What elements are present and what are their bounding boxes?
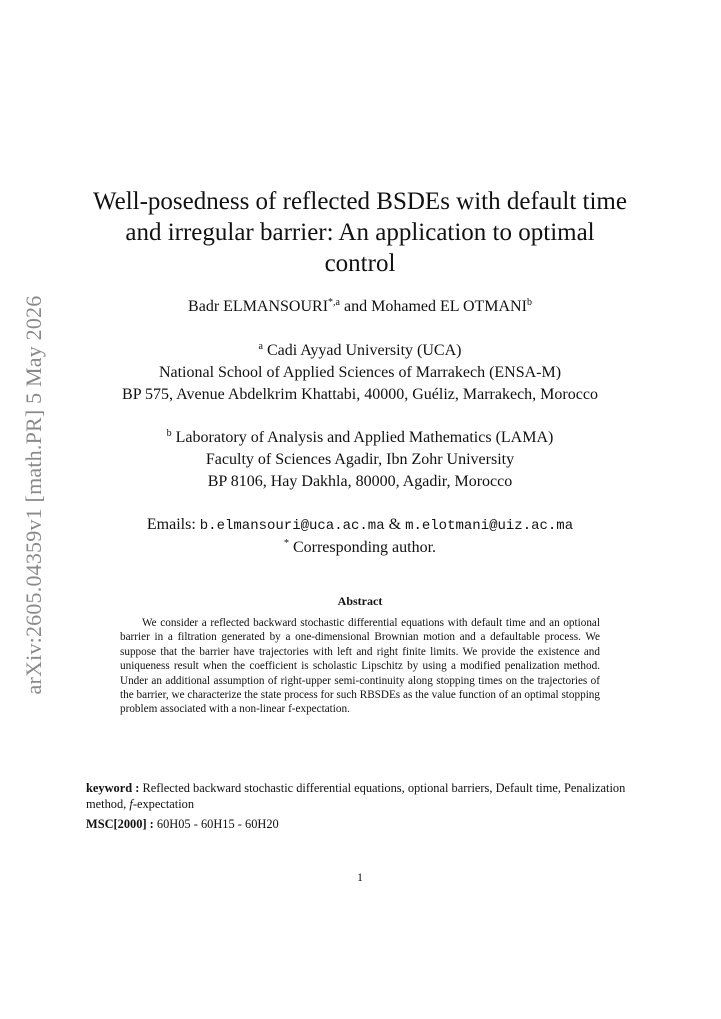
affiliation-line: BP 575, Avenue Abdelkrim Khattabi, 40000, Guéliz, Marrakech, Morocco	[122, 386, 598, 403]
email-separator: &	[384, 516, 406, 533]
msc-codes: 60H05 - 60H15 - 60H20	[156, 817, 279, 831]
emails-label: Emails:	[146, 516, 200, 533]
affiliation-line: Faculty of Sciences Agadir, Ibn Zohr University	[205, 451, 515, 468]
affiliation-b	[40, 427, 680, 493]
msc-classification	[86, 816, 638, 832]
email-line	[60, 514, 660, 537]
paper-title	[60, 186, 660, 279]
affiliation-mark: b	[166, 428, 172, 439]
keywords-text: Reflected backward stochastic differential equations, optional barriers, Default time, Penalization method,	[86, 781, 626, 812]
title-line: and irregular barrier: An application to optimal	[125, 219, 595, 246]
corresponding-mark: *	[283, 538, 289, 549]
author-name: Mohamed EL OTMANI	[371, 298, 527, 315]
contact-emails	[60, 514, 660, 559]
affiliation-a	[40, 340, 680, 406]
keywords-text-end: -expectation	[132, 797, 195, 812]
affiliation-line: $^b$ Laboratory of Analysis and Applied Mathematics (LAMA)	[166, 428, 554, 446]
author-affiliation-mark: *,a	[328, 297, 340, 308]
affiliation-line: National School of Applied Sciences of Marrakech (ENSA-M)	[158, 364, 562, 381]
page-number: 1	[357, 870, 363, 884]
abstract-heading: Abstract	[337, 594, 383, 608]
email-link[interactable]: b.elmansouri@uca.ac.ma	[199, 518, 385, 534]
affiliation-line: $^a$ Cadi Ayyad University (UCA)	[258, 341, 462, 359]
author-name: Badr ELMANSOURI	[188, 298, 329, 315]
affiliation-mark: a	[258, 341, 263, 352]
author-conjunction: and	[340, 298, 372, 315]
title-line: Well-posedness of reflected BSDEs with default time	[93, 188, 627, 215]
email-link[interactable]: m.elotmani@uiz.ac.ma	[405, 518, 574, 534]
keywords	[86, 780, 638, 812]
abstract-text: We consider a reflected backward stochastic differential equations with default time and an optional barrier in a filtration generated by a one-dimensional Brownian motion and a defaultable process. We suppose that the barrier have trajectories with left and right finite limits. We provide the existence and uniqueness result when the coefficient is scholastic Lipschitz by using a modified penalization method. Under an additional assumption of right-upper semi-continuity along stopping times on the trajectories of the barrier, we characterize the state process for such RBSDEs as the value function of an optimal stopping problem associated with a non-linear f-expectation.	[120, 617, 600, 716]
msc-label: MSC[2000] :	[86, 817, 157, 831]
arxiv-identifier: arXiv:2605.04359v1 [math.PR] 5 May 2026	[21, 295, 46, 695]
author-list	[60, 297, 660, 317]
keywords-f-symbol: f	[129, 797, 133, 812]
author-affiliation-mark: b	[526, 297, 532, 308]
keywords-label: keyword :	[86, 781, 143, 795]
corresponding-note: * Corresponding author.	[283, 538, 437, 556]
affiliation-line: BP 8106, Hay Dakhla, 80000, Agadir, Morocco	[207, 473, 513, 490]
title-line: control	[324, 250, 396, 277]
